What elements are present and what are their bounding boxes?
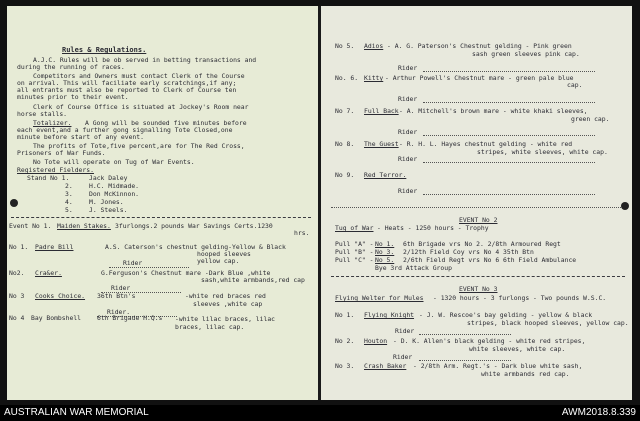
totalizer-line: minute before start of any event. [17, 133, 144, 141]
rider-label: Rider. [107, 308, 131, 316]
entry-description: sash,white armbands,red cap [201, 276, 305, 284]
entry-horse: Full Back [364, 107, 399, 115]
entry-number: No 3. [335, 362, 355, 370]
totalizer-line: No Tote will operate on Tug of War Events. [33, 158, 195, 166]
entry-number: No 1. [9, 243, 29, 251]
entry-number: No 5. [335, 42, 355, 50]
event2-title: Tug of War [335, 224, 374, 232]
entry-description: braces, lilac cap. [175, 323, 245, 331]
entry-description: -white red braces red [185, 292, 266, 300]
entry-description: sash green sleeves pink cap. [472, 50, 580, 58]
rider-line [423, 71, 595, 72]
entry-number: No 7. [335, 107, 355, 115]
rider-line [423, 194, 595, 195]
rider-label: Rider [398, 155, 418, 163]
entry-description: 6th Brigade H.Q.s [97, 314, 163, 322]
event1-hrs: hrs. [294, 229, 310, 237]
entry-horse: Red Terror. [364, 171, 407, 179]
rules-line: horse stalls. [17, 110, 68, 118]
rules-line: during the running of races. [17, 63, 125, 71]
pull-teams: 6th Brigade vrs No 2. 2/8th Armoured Regt [403, 240, 561, 248]
entry-number: No2. [9, 269, 25, 277]
entry-description: sleeves ,white cap [193, 300, 263, 308]
pull-teams: 2/12th Field Coy vrs No 4 35th Btn [403, 248, 534, 256]
rider-line [419, 334, 511, 335]
rider-label: Rider [395, 327, 415, 335]
entry-description: G.Ferguson's Chestnut mare -Dark Blue ,white [101, 269, 271, 277]
entry-description: - D. K. Allen's black gelding - white red stripes, [393, 337, 586, 345]
rules-line: on arrival. This will faciliate early scratchings,if any; [17, 79, 237, 87]
entry-description: white armbands red cap. [481, 370, 570, 378]
pull-number: No 5. [375, 256, 395, 264]
entry-horse: Kitty [364, 74, 384, 82]
accession-number: AWM2018.8.339 [561, 407, 636, 418]
totalizer-line: The profits of Tote,five percent,are for The Red Cross, [33, 142, 245, 150]
event3-heading: EVENT No 3 [459, 285, 498, 293]
rider-label: Rider [111, 284, 131, 292]
rider-label: Rider [398, 64, 418, 72]
entry-description: 36th Btn's [97, 292, 136, 300]
entry-horse: Crash Baker [364, 362, 407, 370]
entry-description: cap. [567, 81, 583, 89]
fielder-stand: 3. [65, 190, 73, 198]
entry-horse: Padre Bill [35, 243, 74, 251]
rider-label: Rider [123, 259, 143, 267]
rules-heading: Rules & Regulations. [62, 46, 147, 54]
totalizer-line: A Gong will be sounded five minutes before [85, 119, 247, 127]
entry-number: No 8. [335, 140, 355, 148]
pull-bye: Bye 3rd Attack Group [375, 264, 452, 272]
entry-number: No 9. [335, 171, 355, 179]
pull-teams: 2/6th Field Regt vrs No 6 6th Field Ambulance [403, 256, 577, 264]
entry-description: - 2/8th Arm. Regt.'s - Dark blue white sash, [413, 362, 583, 370]
entry-number: No. 6. [335, 74, 359, 82]
rider-line [423, 102, 595, 103]
rider-line [423, 162, 595, 163]
fielders-label: Registered Fielders. [17, 166, 94, 174]
rider-line [109, 267, 189, 268]
entry-description: yellow cap. [197, 257, 240, 265]
institution-name: AUSTRALIAN WAR MEMORIAL [4, 407, 149, 418]
fielder-stand: 4. [65, 198, 73, 206]
fielder-stand: Stand No 1. [27, 174, 70, 182]
fielder-stand: 2. [65, 182, 73, 190]
entry-description: -white lilac braces, lilac [175, 315, 276, 323]
entry-horse: Cooks Choice. [35, 292, 86, 300]
entry-description: white sleeves, white cap. [469, 345, 566, 353]
fielder-name: J. Steels. [89, 206, 128, 214]
totalizer-line: Prisoners of War Funds. [17, 149, 106, 157]
rider-label: Rider [398, 128, 418, 136]
rules-line: Clerk of Course Office is situated at Jockey's Room near [33, 103, 249, 111]
event2-heading: EVENT No 2 [459, 216, 498, 224]
section-divider [11, 217, 311, 218]
fielder-name: M. Jones. [89, 198, 124, 206]
right-page [321, 6, 632, 400]
entry-number: No 1. [335, 311, 355, 319]
left-page [7, 6, 318, 400]
rules-line: minutes prior to their event. [17, 93, 129, 101]
entry-number: No 2. [335, 337, 355, 345]
entry-description: - Arthur Powell's Chestnut mare - green pale blue [385, 74, 574, 82]
rider-line [419, 360, 511, 361]
rules-line: A.J.C. Rules will be ob served in betting transactions and [33, 56, 257, 64]
entry-description: stripes, black hooped sleeves, yellow cap. [467, 319, 629, 327]
rules-line: Competitors and Owners must contact Clerk of the Course [33, 72, 245, 80]
entry-description: - J. W. Rescoe's bay gelding - yellow & black [419, 311, 593, 319]
fielder-name: Don McKinnon. [89, 190, 140, 198]
punch-hole [10, 199, 18, 207]
totalizer-line: each event,and a further gong signalling Tote Closed,one [17, 126, 233, 134]
fielder-stand: 5. [65, 206, 73, 214]
entry-horse: Bay Bombshell [31, 314, 82, 322]
event1-number: Event No 1. [9, 222, 52, 230]
entry-description: - A. Mitchell's brown mare - white khaki sleeves, [399, 107, 588, 115]
fielder-name: Jack Daley [89, 174, 128, 182]
entry-description: green cap. [571, 115, 610, 123]
entry-description: A.S. Caterson's chestnut gelding-Yellow & Black [105, 243, 286, 251]
entry-description: - A. G. Paterson's Chestnut gelding - Pink green [387, 42, 572, 50]
entry-description: - R. H. L. Hayes chestnut gelding - white red [399, 140, 573, 148]
entry-horse: Adios [364, 42, 384, 50]
event3-detail: - 1320 hours - 3 furlongs - Two pounds W.S.C. [433, 294, 607, 302]
fielder-name: H.C. Midmade. [89, 182, 140, 190]
entry-description: hooped sleeves [197, 250, 251, 258]
punch-hole [621, 202, 629, 210]
entry-horse: Cra&er. [35, 269, 62, 277]
pull-number: No 3. [375, 248, 395, 256]
totalizer-label: Totalizer. [33, 119, 72, 127]
rider-label: Rider [398, 95, 418, 103]
pull-label: Pull "B" - [335, 248, 374, 256]
rider-label: Rider [393, 353, 413, 361]
event3-title: Flying Welter for Mules [335, 294, 424, 302]
section-divider [331, 207, 625, 208]
event2-detail: - Heats - 1250 hours - Trophy [377, 224, 489, 232]
pull-label: Pull "A" - [335, 240, 374, 248]
event1-title: Maiden Stakes. [57, 222, 111, 230]
rider-line [423, 135, 595, 136]
pull-number: No 1. [375, 240, 395, 248]
rider-label: Rider [398, 187, 418, 195]
entry-horse: Flying Knight [364, 311, 415, 319]
entry-number: No 4 [9, 314, 25, 322]
event1-detail: 3furlongs.2 pounds War Savings Certs.1230 [115, 222, 273, 230]
entry-number: No 3 [9, 292, 25, 300]
archive-footer [0, 405, 640, 421]
rules-line: all entrants must also be reported to Clerk of Course ten [17, 86, 237, 94]
entry-horse: The Guest [364, 140, 399, 148]
pull-label: Pull "C" - [335, 256, 374, 264]
entry-description: stripes, white sleeves, white cap. [477, 148, 608, 156]
entry-horse: Houton [364, 337, 388, 345]
section-divider [331, 276, 625, 277]
